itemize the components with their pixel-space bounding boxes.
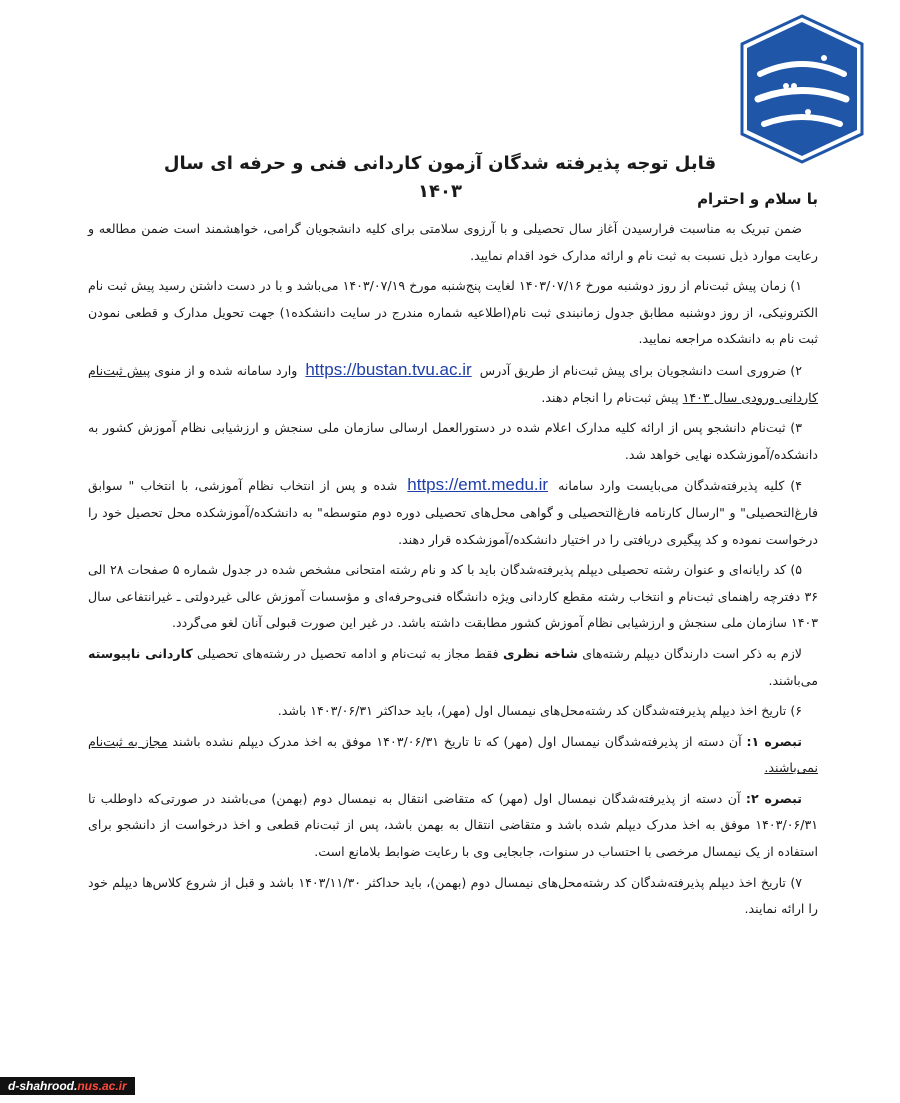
- note-paragraph: [88, 641, 818, 694]
- emt-link[interactable]: https://emt.medu.ir: [407, 475, 549, 495]
- footnote-1: [88, 729, 818, 782]
- item-4: [88, 472, 818, 553]
- item-4-text-before: ۴) کلیه پذیرفته‌شدگان می‌بایست وارد سامانه: [558, 478, 802, 494]
- item-5: ۵) کد رایانه‌ای و عنوان رشته تحصیلی دیپلم پذیرفته‌شدگان باید با کد و نام رشته امتحانی مشخص شده در جدول شماره ۵ صفحات ۲۸ الی ۳۶ دفترچه راهنمای ثبت‌نام و انتخاب رشته مقطع کاردانی ویژه دانشگاه فنی‌وحرفه‌ای و مؤسسات آموزش عالی غیردولتی ـ غیرانتفاعی سال ۱۴۰۳ سازمان ملی سنجش و ارزشیابی نظام آموزش کشور مطابقت داشته باشد. در غیر این صورت قبولی آنان لغو می‌گردد.: [88, 562, 818, 631]
- item-4-text-after: شده و پس از انتخاب نظام آموزشی، با انتخاب " سوابق فارغ‌التحصیلی" و "ارسال کارنامه فارغ‌التحصیلی و گواهی محل‌های تحصیلی دوره دوم متوسطه" به دانشکده/آموزشکده محل تحصیل خود را درخواست نموده و کد پیگیری دریافتی را در اختیار دانشکده/آموزشکده قرار دهند.: [88, 478, 818, 547]
- note-text-before: لازم به ذکر است دارندگان دیپلم رشته‌های: [582, 645, 802, 661]
- intro-paragraph: ضمن تبریک به مناسبت فرارسیدن آغاز سال تحصیلی و با آرزوی سلامتی برای کلیه دانشجویان گرامی، خواهشمند است ضمن مطالعه و رعایت موارد ذیل نسبت به ثبت نام و ارائه مدارک خود اقدام نمایید.: [88, 221, 818, 263]
- bustan-link[interactable]: https://bustan.tvu.ac.ir: [305, 359, 472, 379]
- document-body: [88, 216, 818, 927]
- item-2: [88, 357, 818, 411]
- note-bold-theoretical: شاخه نظری: [502, 645, 578, 661]
- watermark-badge: [0, 1077, 135, 1095]
- university-logo: [738, 14, 866, 164]
- item-2-text-after: پیش ثبت‌نام را انجام دهند.: [541, 389, 679, 405]
- note-bold-discontinuous: کاردانی ناپیوسته: [88, 645, 193, 661]
- item-6: ۶) تاریخ اخذ دیپلم پذیرفته‌شدگان کد رشته‌محل‌های نیمسال اول (مهر)، باید حداکثر ۱۴۰۳/۰۶/۳۱ باشد.: [277, 703, 802, 719]
- greeting: با سلام و احترام: [697, 190, 818, 208]
- item-7: ۷) تاریخ اخذ دیپلم پذیرفته‌شدگان کد رشته‌محل‌های نیمسال دوم (بهمن)، باید حداکثر ۱۴۰۳/۱۱/۳۰ باشد و قبل از شروع کلاس‌ها دیپلم خود را ارائه نمایند.: [88, 874, 818, 917]
- footnote-2-text: آن دسته از پذیرفته‌شدگان نیمسال اول (مهر) که متقاضی انتقال به نیمسال دوم (بهمن) می‌باشند در صورتی‌که داوطلب تا ۱۴۰۳/۰۶/۳۱ موفق به اخذ مدرک دیپلم شده باشد و متقاضی انتقال به بهمن باشد، پس از ثبت‌نام قطعی و اخذ درخواست از دانشجو برای استفاده از یک نیمسال مرخصی با احتساب در سنوات، جابجایی وی با رعایت ضوابط بلامانع است.: [88, 790, 818, 860]
- watermark-prefix: d-shahrood.: [8, 1079, 78, 1093]
- footnote-2-label: تبصره ۲:: [745, 790, 802, 806]
- watermark-accent: nus.ac.ir: [77, 1079, 127, 1093]
- item-1: ۱) زمان پیش ثبت‌نام از روز دوشنبه مورخ ۱۴۰۳/۰۷/۱۶ لغایت پنج‌شنبه مورخ ۱۴۰۳/۰۷/۱۹ می‌باشد و با در دست داشتن رسید پیش ثبت نام الکترونیکی، از روز دوشنبه مطابق جدول زمانبندی ثبت نام(اطلاعیه شماره مندرج در سایت دانشکده۱) جهت تحویل مدارک و قطعی نمودن ثبت نام به دانشکده مراجعه نمایید.: [88, 278, 819, 347]
- footnote-1-label: تبصره ۱:: [746, 733, 802, 749]
- item-2-underlined: پیش ثبت‌نام کاردانی ورودی سال ۱۴۰۳: [88, 362, 818, 405]
- item-2-text-before: ۲) ضروری است دانشجویان برای پیش ثبت‌نام از طریق آدرس: [479, 362, 802, 378]
- note-text-middle: فقط مجاز به ثبت‌نام و ادامه تحصیل در رشته‌های تحصیلی: [197, 645, 499, 661]
- note-text-after: می‌باشند.: [768, 672, 818, 688]
- footnote-1-text: آن دسته از پذیرفته‌شدگان نیمسال اول (مهر) که تا تاریخ ۱۴۰۳/۰۶/۳۱ موفق به اخذ مدرک دیپلم نشده باشند: [172, 733, 742, 749]
- document-title: قابل توجه پذیرفته شدگان آزمون کاردانی فنی و حرفه ای سال ۱۴۰۳: [163, 153, 717, 202]
- footnote-1-underlined: مجاز به ثبت‌نام نمی‌باشند.: [88, 733, 818, 776]
- footnote-2: [88, 786, 818, 866]
- item-3: ۳) ثبت‌نام دانشجو پس از ارائه کلیه مدارک اعلام شده در دستورالعمل ارسالی سازمان ملی سنجش و ارزشیابی نظام آموزش کشور به دانشکده/آموزشکده نهایی خواهد شد.: [88, 420, 818, 462]
- item-2-text-middle: وارد سامانه شده و از منوی: [154, 362, 298, 378]
